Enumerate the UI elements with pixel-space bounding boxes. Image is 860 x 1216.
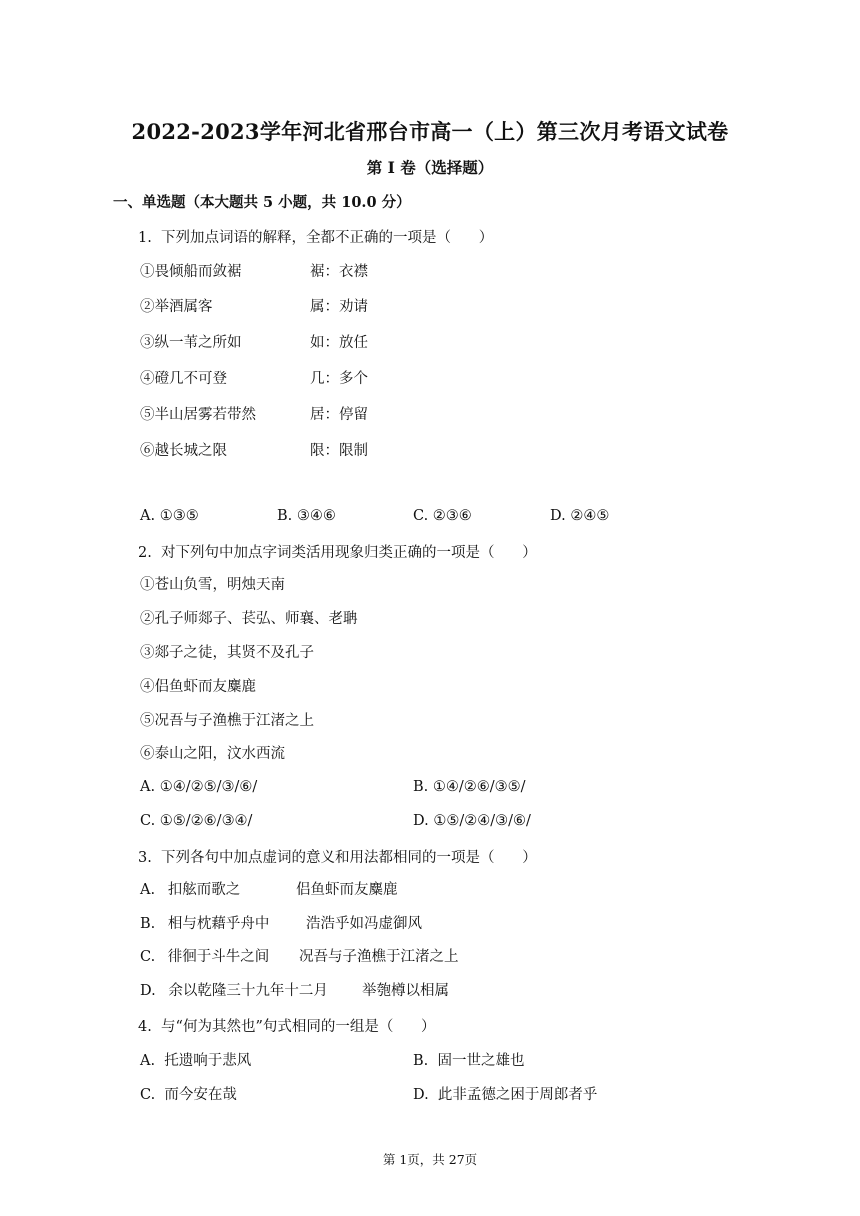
q2-option-b[interactable]: B. ①④/②⑥/③⑤/: [413, 779, 526, 795]
question-3-stem: 3. 下列各句中加点虚词的意义和用法都相同的一项是（ ）: [138, 850, 537, 866]
q1-item-1: ①畏倾船而敛裾: [140, 264, 242, 280]
q1-gloss-4: 几：多个: [310, 371, 368, 387]
q1-gloss-1: 裾：衣襟: [310, 264, 368, 280]
q3-option-a-second: 侣鱼虾而友麋鹿: [296, 882, 398, 898]
question-4-stem: 4. 与“何为其然也”句式相同的一组是（ ）: [138, 1019, 436, 1035]
q1-gloss-6: 限：限制: [310, 443, 368, 459]
question-1-stem: 1. 下列加点词语的解释，全都不正确的一项是（ ）: [138, 230, 494, 246]
q3-option-b-label: B.: [140, 916, 156, 932]
q1-option-b[interactable]: B. ③④⑥: [277, 508, 336, 524]
q2-item-2: ②孔子师郯子、苌弘、师襄、老聃: [140, 611, 358, 627]
q1-option-c[interactable]: C. ②③⑥: [413, 508, 472, 524]
q1-gloss-2: 属：劝请: [310, 299, 368, 315]
q2-item-1: ①苍山负雪，明烛天南: [140, 577, 285, 593]
q2-item-6: ⑥泰山之阳，汶水西流: [140, 746, 285, 762]
q4-option-c[interactable]: C. 而今安在哉: [140, 1087, 237, 1103]
q1-gloss-3: 如：放任: [310, 335, 368, 351]
section-heading: 一、单选题（本大题共 5 小题，共 10.0 分）: [113, 194, 411, 211]
q3-option-d-second: 举匏樽以相属: [362, 983, 449, 999]
q3-option-b-first: 相与枕藉乎舟中: [167, 916, 270, 932]
q1-option-d[interactable]: D. ②④⑤: [550, 508, 610, 524]
q1-item-2: ②举酒属客: [140, 299, 213, 315]
q3-option-d[interactable]: [140, 979, 328, 1000]
exam-title: 2022-2023学年河北省邢台市高一（上）第三次月考语文试卷: [131, 119, 729, 144]
q1-option-a[interactable]: A. ①③⑤: [140, 508, 199, 524]
q3-option-d-first: 余以乾隆三十九年十二月: [168, 983, 328, 999]
q1-item-6: ⑥越长城之限: [140, 443, 227, 459]
q1-item-3: ③纵一苇之所如: [140, 335, 242, 351]
q2-option-a[interactable]: A. ①④/②⑤/③/⑥/: [140, 779, 258, 795]
q2-option-c[interactable]: C. ①⑤/②⑥/③④/: [140, 813, 253, 829]
q4-option-d[interactable]: D. 此非孟德之困于周郎者乎: [413, 1087, 598, 1103]
q3-option-a-label: A.: [140, 882, 156, 898]
q3-option-c-label: C.: [140, 949, 156, 965]
q3-option-c-second: 况吾与子渔樵于江渚之上: [299, 949, 459, 965]
q3-option-a[interactable]: [140, 878, 240, 899]
q3-option-b[interactable]: [140, 912, 269, 933]
volume-subtitle: 第 I 卷（选择题）: [366, 158, 494, 177]
q4-option-b[interactable]: B. 固一世之雄也: [413, 1053, 525, 1069]
q4-option-a[interactable]: A. 托遗响于悲风: [140, 1053, 252, 1069]
q2-item-5: ⑤况吾与子渔樵于江渚之上: [140, 713, 314, 729]
q3-option-a-first: 扣舷而歌之: [167, 882, 241, 898]
q2-option-d[interactable]: D. ①⑤/②④/③/⑥/: [413, 813, 531, 829]
q2-item-4: ④侣鱼虾而友麋鹿: [140, 679, 256, 695]
question-2-stem: 2. 对下列句中加点字词类活用现象归类正确的一项是（ ）: [138, 545, 537, 561]
q1-item-5: ⑤半山居雾若带然: [140, 407, 256, 423]
q1-item-4: ④磴几不可登: [140, 371, 227, 387]
q3-option-b-second: 浩浩乎如冯虚御风: [306, 916, 422, 932]
q1-gloss-5: 居：停留: [310, 407, 368, 423]
q2-item-3: ③郯子之徒，其贤不及孔子: [140, 645, 314, 661]
q3-option-c-first: 徘徊于斗牛之间: [167, 949, 270, 965]
page-footer: 第 1页，共 27页: [382, 1152, 478, 1167]
q3-option-c[interactable]: [140, 945, 269, 966]
q3-option-d-label: D.: [140, 983, 156, 999]
